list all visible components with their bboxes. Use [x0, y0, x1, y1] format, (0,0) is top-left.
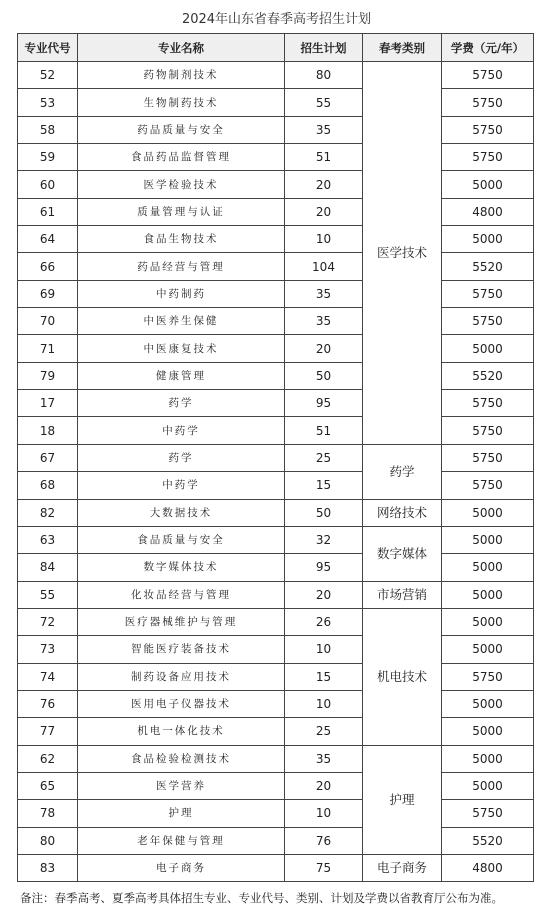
major-code-cell: 73: [18, 636, 78, 663]
category-cell: 护理: [363, 745, 442, 854]
major-code-cell: 17: [18, 390, 78, 417]
table-row: [18, 499, 534, 526]
major-name-cell: 食品药品监督管理: [78, 144, 285, 171]
major-name-cell: 化妆品经营与管理: [78, 581, 285, 608]
category-cell: 市场营销: [363, 581, 442, 608]
major-code-cell: 67: [18, 444, 78, 471]
tuition-fee-cell: 5000: [442, 526, 534, 553]
enrollment-plan-cell: 95: [285, 554, 363, 581]
major-code-cell: 77: [18, 718, 78, 745]
major-code-cell: 72: [18, 608, 78, 635]
major-code-cell: 71: [18, 335, 78, 362]
tuition-fee-cell: 4800: [442, 854, 534, 881]
admission-plan-table: [17, 33, 534, 882]
enrollment-plan-cell: 25: [285, 444, 363, 471]
major-code-cell: 63: [18, 526, 78, 553]
enrollment-plan-cell: 35: [285, 308, 363, 335]
header-category: 春考类别: [363, 34, 442, 62]
tuition-fee-cell: 5750: [442, 390, 534, 417]
table-row: [18, 608, 534, 635]
major-name-cell: 药品质量与安全: [78, 116, 285, 143]
tuition-fee-cell: 5000: [442, 745, 534, 772]
enrollment-plan-cell: 35: [285, 745, 363, 772]
tuition-fee-cell: 5000: [442, 335, 534, 362]
tuition-fee-cell: 5000: [442, 171, 534, 198]
major-name-cell: 药物制剂技术: [78, 62, 285, 89]
enrollment-plan-cell: 10: [285, 800, 363, 827]
major-code-cell: 60: [18, 171, 78, 198]
major-code-cell: 84: [18, 554, 78, 581]
major-name-cell: 医疗器械维护与管理: [78, 608, 285, 635]
table-row: [18, 800, 534, 827]
tuition-fee-cell: 4800: [442, 198, 534, 225]
major-code-cell: 52: [18, 62, 78, 89]
page-title: 2024年山东省春季高考招生计划: [181, 12, 372, 27]
header-plan: 招生计划: [285, 34, 363, 62]
table-row: [18, 253, 534, 280]
major-name-cell: 中医养生保健: [78, 308, 285, 335]
enrollment-plan-cell: 15: [285, 472, 363, 499]
tuition-fee-cell: 5750: [442, 444, 534, 471]
major-name-cell: 中医康复技术: [78, 335, 285, 362]
major-name-cell: 质量管理与认证: [78, 198, 285, 225]
major-code-cell: 66: [18, 253, 78, 280]
header-row: [18, 34, 534, 62]
tuition-fee-cell: 5750: [442, 144, 534, 171]
enrollment-plan-cell: 76: [285, 827, 363, 854]
enrollment-plan-cell: 55: [285, 89, 363, 116]
major-code-cell: 62: [18, 745, 78, 772]
table-row: [18, 335, 534, 362]
enrollment-plan-cell: 10: [285, 636, 363, 663]
enrollment-plan-cell: 95: [285, 390, 363, 417]
major-code-cell: 69: [18, 280, 78, 307]
enrollment-plan-cell: 20: [285, 335, 363, 362]
major-code-cell: 74: [18, 663, 78, 690]
major-name-cell: 健康管理: [78, 362, 285, 389]
tuition-fee-cell: 5750: [442, 89, 534, 116]
major-code-cell: 80: [18, 827, 78, 854]
tuition-fee-cell: 5000: [442, 499, 534, 526]
major-code-cell: 76: [18, 690, 78, 717]
tuition-fee-cell: 5520: [442, 827, 534, 854]
major-name-cell: 中药学: [78, 472, 285, 499]
major-name-cell: 药学: [78, 390, 285, 417]
major-name-cell: 中药学: [78, 417, 285, 444]
enrollment-plan-cell: 15: [285, 663, 363, 690]
table-row: [18, 827, 534, 854]
category-cell: 数字媒体: [363, 526, 442, 581]
table-row: [18, 89, 534, 116]
table-row: [18, 226, 534, 253]
major-name-cell: 生物制药技术: [78, 89, 285, 116]
table-row: [18, 772, 534, 799]
major-name-cell: 药品经营与管理: [78, 253, 285, 280]
major-code-cell: 65: [18, 772, 78, 799]
table-row: [18, 472, 534, 499]
major-code-cell: 58: [18, 116, 78, 143]
major-code-cell: 53: [18, 89, 78, 116]
enrollment-plan-cell: 20: [285, 198, 363, 225]
table-row: [18, 444, 534, 471]
enrollment-plan-cell: 51: [285, 417, 363, 444]
tuition-fee-cell: 5750: [442, 417, 534, 444]
tuition-fee-cell: 5750: [442, 116, 534, 143]
tuition-fee-cell: 5520: [442, 362, 534, 389]
major-code-cell: 61: [18, 198, 78, 225]
enrollment-plan-cell: 10: [285, 690, 363, 717]
tuition-fee-cell: 5000: [442, 554, 534, 581]
table-row: [18, 554, 534, 581]
major-code-cell: 18: [18, 417, 78, 444]
major-name-cell: 大数据技术: [78, 499, 285, 526]
major-name-cell: 数字媒体技术: [78, 554, 285, 581]
major-code-cell: 83: [18, 854, 78, 881]
tuition-fee-cell: 5000: [442, 608, 534, 635]
major-code-cell: 59: [18, 144, 78, 171]
tuition-fee-cell: 5000: [442, 226, 534, 253]
enrollment-plan-cell: 20: [285, 171, 363, 198]
table-row: [18, 417, 534, 444]
major-code-cell: 82: [18, 499, 78, 526]
major-name-cell: 中药制药: [78, 280, 285, 307]
enrollment-plan-cell: 50: [285, 499, 363, 526]
tuition-fee-cell: 5750: [442, 800, 534, 827]
tuition-fee-cell: 5750: [442, 308, 534, 335]
major-name-cell: 食品生物技术: [78, 226, 285, 253]
table-row: [18, 663, 534, 690]
major-code-cell: 70: [18, 308, 78, 335]
tuition-fee-cell: 5750: [442, 280, 534, 307]
table-body: [18, 62, 534, 882]
enrollment-plan-cell: 25: [285, 718, 363, 745]
enrollment-plan-cell: 10: [285, 226, 363, 253]
enrollment-plan-cell: 35: [285, 280, 363, 307]
enrollment-plan-cell: 75: [285, 854, 363, 881]
enrollment-plan-cell: 32: [285, 526, 363, 553]
major-name-cell: 护理: [78, 800, 285, 827]
major-code-cell: 79: [18, 362, 78, 389]
table-row: [18, 636, 534, 663]
enrollment-plan-cell: 104: [285, 253, 363, 280]
table-row: [18, 144, 534, 171]
major-name-cell: 医学检验技术: [78, 171, 285, 198]
major-code-cell: 68: [18, 472, 78, 499]
enrollment-plan-cell: 80: [285, 62, 363, 89]
table-row: [18, 198, 534, 225]
header-name: 专业名称: [78, 34, 285, 62]
table-row: [18, 280, 534, 307]
major-name-cell: 食品质量与安全: [78, 526, 285, 553]
category-cell: 药学: [363, 444, 442, 499]
major-name-cell: 医学营养: [78, 772, 285, 799]
tuition-fee-cell: 5750: [442, 472, 534, 499]
category-cell: 机电技术: [363, 608, 442, 745]
major-name-cell: 制药设备应用技术: [78, 663, 285, 690]
tuition-fee-cell: 5000: [442, 772, 534, 799]
table-row: [18, 308, 534, 335]
major-name-cell: 老年保健与管理: [78, 827, 285, 854]
table-row: [18, 854, 534, 881]
enrollment-plan-cell: 50: [285, 362, 363, 389]
category-cell: 医学技术: [363, 62, 442, 445]
major-code-cell: 64: [18, 226, 78, 253]
major-name-cell: 智能医疗装备技术: [78, 636, 285, 663]
table-row: [18, 390, 534, 417]
table-row: [18, 362, 534, 389]
major-name-cell: 电子商务: [78, 854, 285, 881]
table-row: [18, 745, 534, 772]
tuition-fee-cell: 5000: [442, 718, 534, 745]
tuition-fee-cell: 5520: [442, 253, 534, 280]
major-code-cell: 55: [18, 581, 78, 608]
tuition-fee-cell: 5000: [442, 690, 534, 717]
header-code: 专业代号: [18, 34, 78, 62]
tuition-fee-cell: 5750: [442, 62, 534, 89]
major-name-cell: 医用电子仪器技术: [78, 690, 285, 717]
table-row: [18, 526, 534, 553]
header-fee: 学费（元/年）: [442, 34, 534, 62]
table-row: [18, 62, 534, 89]
table-row: [18, 690, 534, 717]
major-name-cell: 食品检验检测技术: [78, 745, 285, 772]
enrollment-plan-cell: 35: [285, 116, 363, 143]
tuition-fee-cell: 5000: [442, 636, 534, 663]
enrollment-plan-cell: 20: [285, 581, 363, 608]
table-row: [18, 718, 534, 745]
table-row: [18, 171, 534, 198]
enrollment-plan-cell: 20: [285, 772, 363, 799]
tuition-fee-cell: 5750: [442, 663, 534, 690]
table-row: [18, 116, 534, 143]
tuition-fee-cell: 5000: [442, 581, 534, 608]
table-row: [18, 581, 534, 608]
enrollment-plan-cell: 26: [285, 608, 363, 635]
category-cell: 网络技术: [363, 499, 442, 526]
major-name-cell: 药学: [78, 444, 285, 471]
major-name-cell: 机电一体化技术: [78, 718, 285, 745]
enrollment-plan-cell: 51: [285, 144, 363, 171]
category-cell: 电子商务: [363, 854, 442, 881]
major-code-cell: 78: [18, 800, 78, 827]
footnote: 备注：春季高考、夏季高考具体招生专业、专业代号、类别、计划及学费以省教育厅公布为准。: [20, 891, 503, 905]
